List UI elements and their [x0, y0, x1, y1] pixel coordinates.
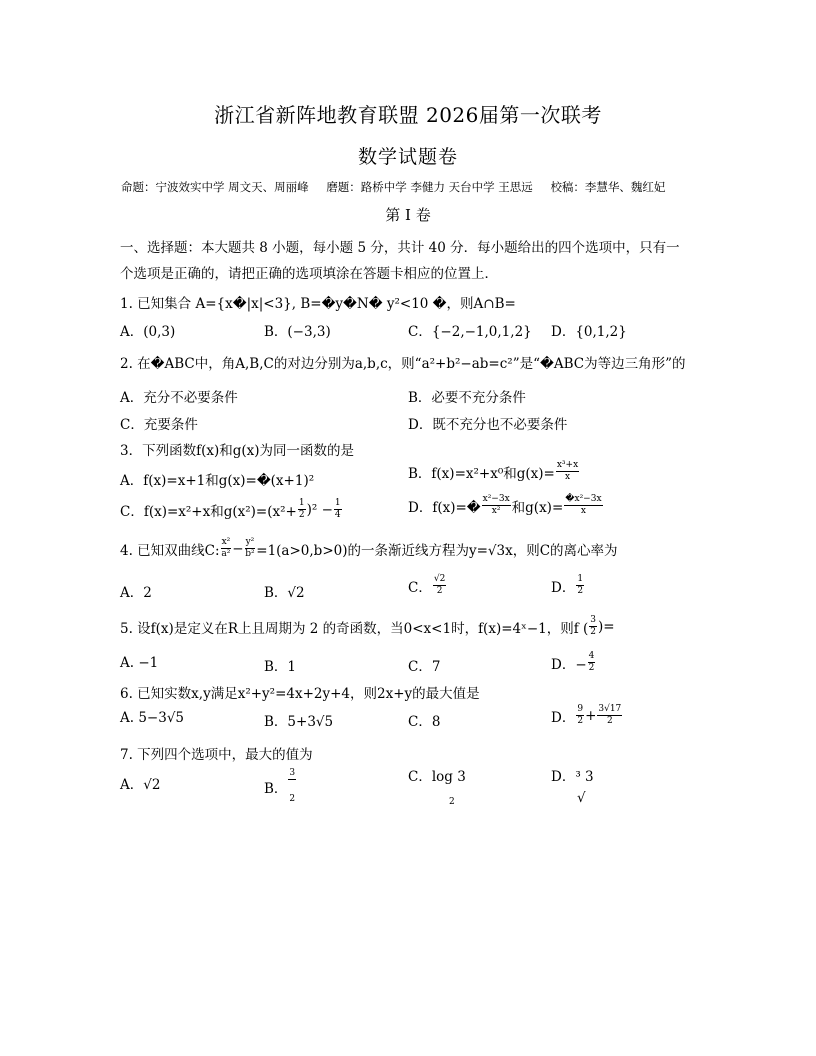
frac-numerator: x² [221, 537, 232, 549]
q3-option-d-frac2 [564, 494, 602, 518]
q5-option-d-label: D．− [551, 656, 587, 673]
frac-denominator: b² [245, 549, 255, 560]
q5-option-d-frac [588, 651, 596, 675]
frac-denominator: 2 [577, 716, 584, 727]
q3-option-c-text: C．f(x)=x²+x和g(x²)=(x²+ [120, 503, 297, 520]
question-3-stem: 3．下列函数f(x)和g(x)为同一函数的是 [120, 443, 355, 459]
q6-option-d-frac2 [597, 704, 622, 728]
frac-numerator: x²−3x [482, 494, 511, 506]
q3-option-c-frac [298, 498, 306, 522]
q4-option-a: A．2 [120, 585, 152, 601]
q2-option-a: A．充分不必要条件 [120, 390, 238, 406]
frac-numerator: y² [245, 537, 256, 549]
q3-option-d-and: 和g(x)= [511, 499, 564, 516]
credit-review: 磨题：路桥中学 李健力 天台中学 王思远 [326, 180, 533, 194]
q1-option-a: A．(0,3) [120, 324, 176, 340]
q4-option-d-frac [576, 574, 584, 598]
q4-frac-y [245, 537, 256, 561]
frac-denominator: x² [491, 506, 501, 517]
q7-option-a: A．√2 [120, 777, 161, 793]
q4-option-d [551, 574, 585, 598]
q1-option-b: B．(−3,3) [264, 324, 331, 340]
question-5-stem [120, 615, 615, 639]
question-7-stem: 7. 下列四个选项中，最大的值为 [120, 747, 313, 763]
exam-title: 浙江省新阵地教育联盟 2026届第一次联考 [214, 103, 602, 127]
volume-heading: 第 I 卷 [385, 206, 431, 224]
frac-numerator: x³+x [556, 460, 579, 472]
q1-option-c: C．{−2,−1,0,1,2} [408, 324, 532, 340]
q5-option-b: B．1 [264, 659, 297, 675]
frac-denominator: x [564, 472, 571, 483]
q1-option-d: D．{0,1,2} [551, 324, 627, 340]
q7-option-c: C．log 3 [408, 769, 466, 785]
q4-option-c-label: C． [408, 579, 432, 596]
q4-minus: − [232, 540, 244, 557]
q4-option-c-frac [433, 574, 446, 598]
q7-option-b [264, 768, 297, 806]
q3-option-c [120, 498, 343, 522]
q5-stem-frac [589, 615, 597, 639]
q5-stem-text: 5. 设f(x)是定义在R上且周期为 2 的奇函数，当0<x<1时，f(x)=4ˣ−1，则f ( [120, 620, 589, 637]
q4-option-d-label: D． [551, 579, 576, 596]
q4-stem-a: 4. 已知双曲线C: [120, 542, 220, 559]
q3-option-d [408, 494, 604, 518]
q7-option-d: D．³ 3 [551, 769, 594, 785]
frac-denominator: 2 [606, 716, 613, 727]
section-instruction-1: 一、选择题：本大题共 8 小题，每小题 5 分，共计 40 分．每小题给出的四个选项中，只有一 [120, 240, 680, 256]
question-1-stem: 1. 已知集合 A={x�|x|<3}, B=�y�N� y²<10 �，则A∩B= [120, 296, 516, 312]
frac-denominator: 2 [588, 663, 595, 674]
q3-option-b-frac [556, 460, 579, 484]
question-6-stem: 6. 已知实数x,y满足x²+y²=4x+2y+4，则2x+y的最大值是 [120, 686, 480, 702]
frac-denominator: a² [221, 549, 231, 560]
q7-option-d-radical: √ [577, 790, 586, 806]
question-4-stem [120, 537, 618, 561]
frac-denominator: 2 [577, 586, 584, 597]
section-instruction-2: 个选项是正确的，请把正确的选项填涂在答题卡相应的位置上． [120, 266, 498, 282]
frac-numerator: 9 [576, 704, 584, 716]
q3-option-d-frac1 [482, 494, 511, 518]
credit-proof: 校稿：李慧华、魏红妃 [550, 180, 666, 194]
q3-option-b [408, 460, 580, 484]
frac-numerator: 1 [576, 574, 584, 586]
frac-numerator: 3 [288, 768, 296, 780]
q5-stem-tail: )= [598, 618, 615, 635]
q4-stem-b: =1(a>0,b>0)的一条渐近线方程为y=√3x，则C的离心率为 [256, 542, 618, 559]
q3-option-a: A．f(x)=x+1和g(x)=�(x+1)² [120, 473, 315, 489]
q5-option-a: A. −1 [120, 655, 159, 671]
frac-numerator: 1 [298, 498, 306, 510]
frac-denominator: 2 [289, 794, 296, 805]
q6-option-c: C．8 [408, 714, 441, 730]
credits-line [121, 179, 679, 195]
frac-denominator: 4 [334, 510, 341, 521]
frac-numerator: 1 [334, 498, 342, 510]
frac-numerator: 3√17 [597, 704, 622, 716]
frac-numerator: 3 [589, 615, 597, 627]
frac-denominator: 2 [298, 510, 305, 521]
q5-option-d [551, 651, 596, 675]
frac-denominator: 2 [590, 627, 597, 638]
q6-option-b: B．5+3√5 [264, 714, 334, 730]
frac-denominator: 2 [436, 586, 443, 597]
q4-option-c [408, 574, 447, 598]
frac-numerator: �x²−3x [564, 494, 602, 506]
credit-author: 命题：宁波效实中学 周文天、周丽峰 [121, 180, 309, 194]
q5-option-c: C．7 [408, 659, 441, 675]
q6-option-d-frac1 [576, 704, 584, 728]
q3-option-c-tail: )² − [306, 501, 333, 518]
frac-numerator: 4 [588, 651, 596, 663]
q2-option-d: D．既不充分也不必要条件 [408, 417, 568, 433]
frac-numerator: √2 [433, 574, 446, 586]
q7-option-b-frac [288, 768, 296, 806]
q4-option-b: B．√2 [264, 585, 305, 601]
frac-denominator: x [580, 506, 586, 517]
q6-option-a: A. 5−3√5 [120, 710, 185, 726]
q2-option-b: B．必要不充分条件 [408, 390, 526, 406]
question-2-stem: 2. 在�ABC中，角A,B,C的对边分别为a,b,c，则“a²+b²−ab=c²”是“�ABC为等边三角形”的 [120, 356, 686, 372]
q6-option-d-label: D． [551, 709, 576, 726]
q3-option-d-text: D．f(x)=� [408, 499, 481, 516]
q7-option-c-subscript: 2 [449, 797, 455, 807]
q3-option-b-text: B．f(x)=x²+x⁰和g(x)= [408, 465, 555, 482]
q6-option-d [551, 704, 623, 728]
q4-frac-x [221, 537, 232, 561]
q6-option-d-plus: + [585, 707, 597, 724]
q7-option-b-label: B． [264, 780, 288, 797]
q3-option-c-frac2 [334, 498, 342, 522]
q2-option-c: C．充要条件 [120, 417, 198, 433]
exam-subtitle: 数学试题卷 [357, 146, 458, 168]
